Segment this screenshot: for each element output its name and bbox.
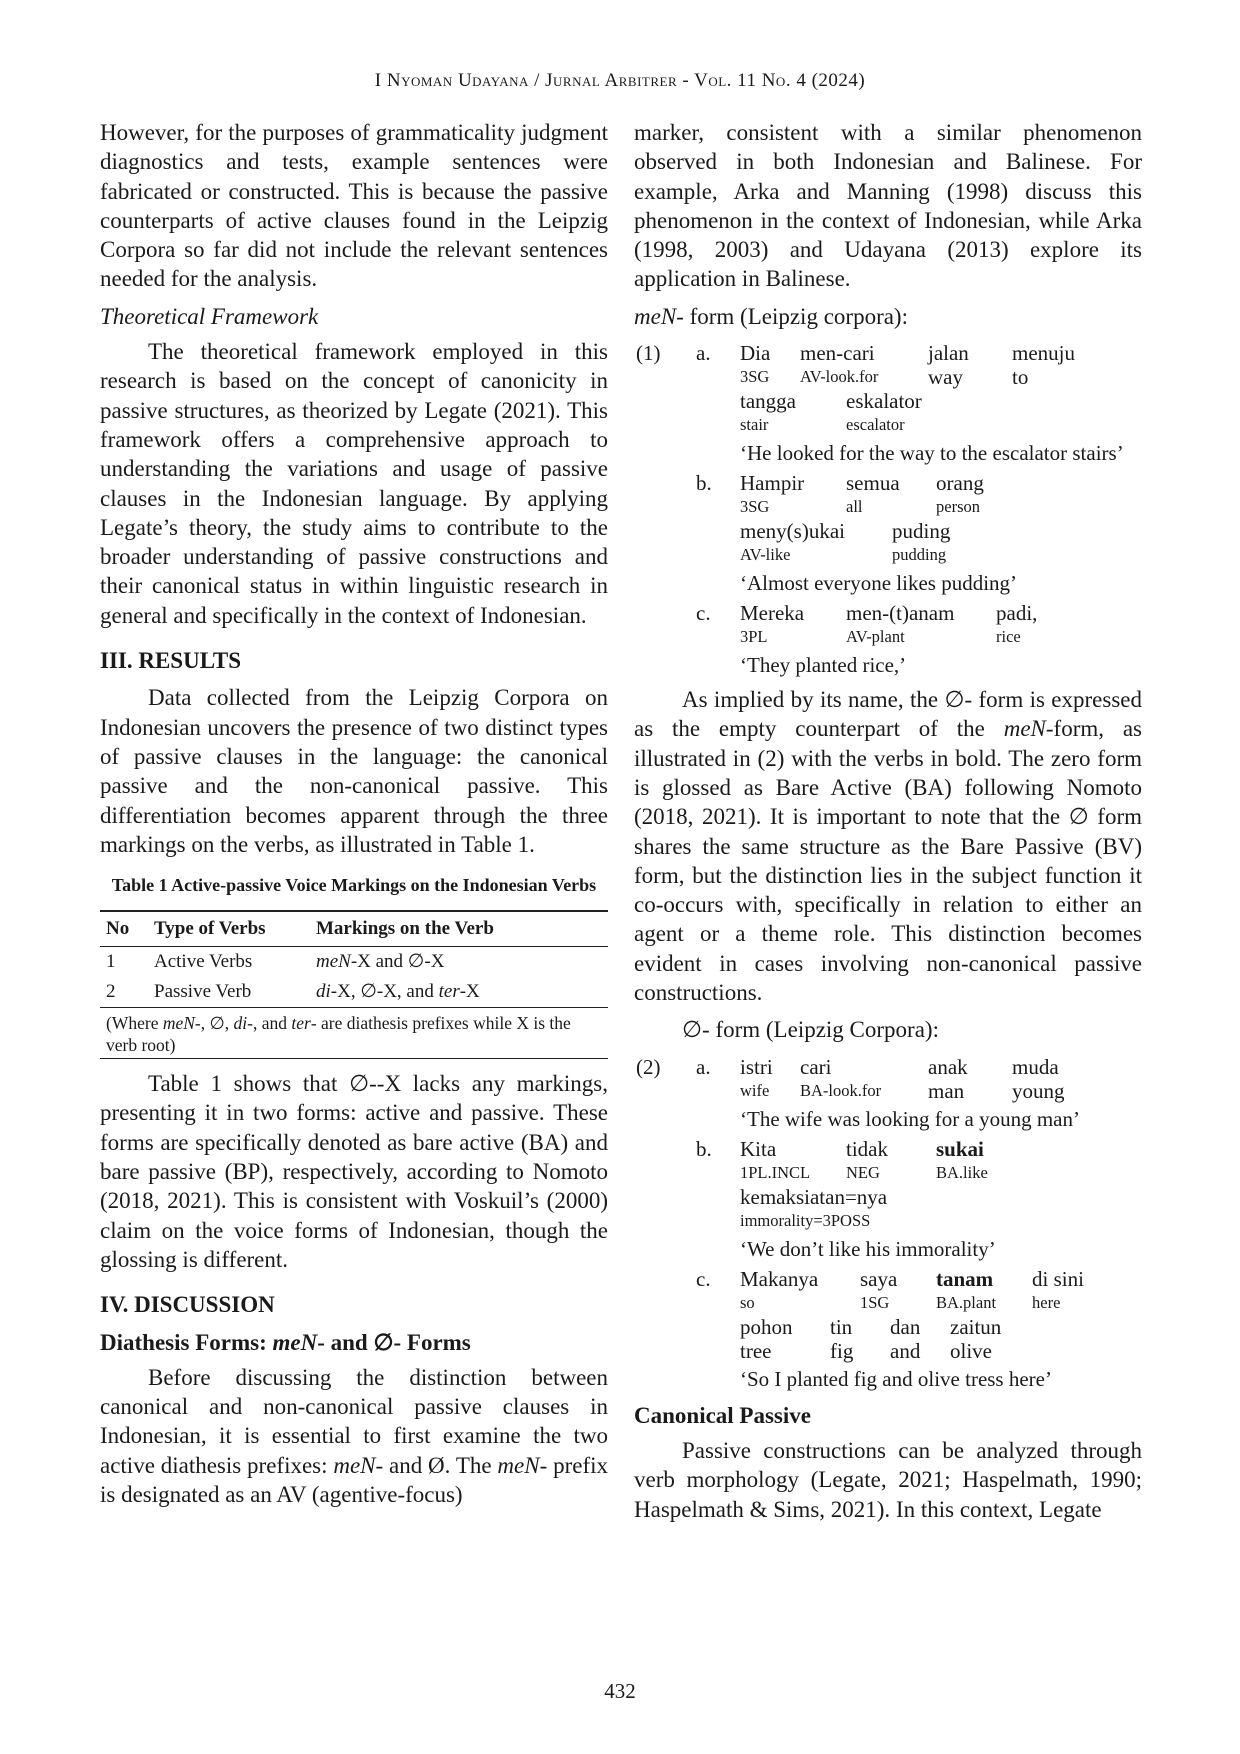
col-header-markings: Markings on the Verb [310, 911, 608, 947]
example-letter: a. [696, 1054, 711, 1079]
paragraph-diathesis-intro [100, 1363, 608, 1509]
gloss-word: Makanya [740, 1266, 819, 1291]
text-span: As implied by its name, the ∅- form is expressed as the empty counterpart of the [634, 687, 1142, 742]
example-2a [696, 1054, 1142, 1131]
paragraph-results: Data collected from the Leipzig Corpora on Indonesian uncovers the presence of two distinct types of passive clauses in the language: the canonical passive and the non-canonical passive. This differentiation becomes apparent through the three markings on the verbs, as illustrated in Table 1. [100, 685, 608, 857]
text-span: - form (Leipzig corpora): [676, 303, 908, 329]
gloss-word: orang [936, 471, 984, 496]
gloss-labels-row [740, 625, 1142, 649]
voice-markings-table [100, 910, 608, 1059]
free-translation: ‘So I planted fig and olive tress here’ [740, 1366, 1052, 1391]
gloss-word: tin [830, 1314, 853, 1339]
example-1c [696, 601, 1142, 678]
gloss-label: pudding [892, 545, 947, 565]
free-translation: ‘We don’t like his immorality’ [740, 1236, 996, 1261]
gloss-word: tidak [846, 1136, 888, 1161]
note-italic: meN [162, 1013, 195, 1034]
gloss-words-row [740, 1315, 1142, 1339]
gloss-label: immorality=3POSS [740, 1210, 871, 1230]
gloss-label: AV-like [740, 545, 791, 565]
left-column [100, 118, 608, 1509]
men-form-label [634, 302, 1142, 331]
example-number: (2) [636, 1054, 661, 1079]
cell-markings [310, 977, 608, 1008]
text-span: -form, as illustrated in (2) with the verbs in bold. The zero form is glossed as Bare Active (BA) following Nomoto (2018, 2021). It is important to note that the ∅ form shares the same structure as the Bare Passive (BV) form, but the distinction lies in the subject function it co-occurs with, specifically in relation to either an agent or a theme role. This distinction becomes evident in cases involving non-canonical passive constructions. [634, 716, 1142, 1006]
table-row [100, 947, 608, 978]
gloss-labels-row [740, 413, 1142, 437]
gloss-word: padi, [996, 601, 1038, 626]
gloss-words-row [740, 601, 1142, 625]
gloss-label: all [846, 497, 863, 517]
example-1a [696, 341, 1142, 466]
gloss-word: kemaksiatan=nya [740, 1184, 888, 1209]
gloss-label: fig [830, 1338, 854, 1363]
gloss-labels-row [740, 1291, 1142, 1315]
results-heading: III. RESULTS [100, 648, 242, 674]
example-letter: c. [696, 601, 711, 626]
cell-no: 1 [106, 951, 116, 973]
note-text: -, ∅, [194, 1013, 234, 1034]
discussion-heading: IV. DISCUSSION [100, 1292, 275, 1318]
free-translation: ‘They planted rice,’ [740, 653, 907, 678]
gloss-label: stair [740, 415, 769, 435]
example-number: (1) [636, 341, 661, 366]
gloss-label: here [1032, 1292, 1061, 1312]
gloss-word: di sini [1032, 1266, 1084, 1291]
gloss-label: escalator [846, 415, 905, 435]
gloss-words-row [740, 389, 1142, 413]
free-translation: ‘Almost everyone likes pudding’ [740, 571, 1018, 596]
paragraph-zero-form [634, 685, 1142, 1007]
gloss-label: NEG [846, 1162, 880, 1182]
table-caption: Table 1 Active-passive Voice Markings on the Indonesian Verbs [111, 875, 597, 896]
marking-text: -X, ∅-X, and [330, 981, 439, 1003]
italic-span: meN [634, 303, 677, 329]
text-span: Before discussing the distinction between canonical and non-canonical passive clauses in Indonesian, it is essential to first examine the two active diathesis prefixes: [100, 1364, 608, 1478]
gloss-label: to [1012, 365, 1029, 390]
paragraph-data-note: However, for the purposes of grammaticality judgment diagnostics and tests, example sentences were fabricated or constructed. This is because the passive counterparts of active clauses found in the Leipzig Corpora so far did not include the relevant sentences needed for the analysis. [100, 120, 608, 292]
text-span: - and Ø. The [375, 1452, 498, 1478]
gloss-word: puding [892, 519, 951, 544]
cell-type: Passive Verb [148, 977, 310, 1008]
gloss-word: Mereka [740, 601, 805, 626]
gloss-label: wife [740, 1080, 770, 1100]
marking-italic: meN [316, 951, 351, 973]
col-header-no: No [100, 911, 148, 947]
paragraph-av-marker: marker, consistent with a similar phenomenon observed in both Indonesian and Balinese. For example, Arka and Manning (1998) discuss this phenomenon in the context of Indonesian, while Arka (1998, 2003) and Udayana (2013) explore its application in Balinese. [634, 120, 1142, 292]
gloss-labels-row [740, 1161, 1142, 1185]
gloss-word: istri [740, 1054, 773, 1079]
note-italic: ter [291, 1013, 311, 1034]
gloss-label: 3PL [740, 627, 768, 647]
table-note [100, 1008, 608, 1059]
marking-italic: ter [438, 981, 460, 1003]
gloss-label: rice [996, 627, 1021, 647]
running-header: I Nyoman Udayana / Jurnal Arbitrer - Vol. 11 No. 4 (2024) [374, 70, 866, 91]
gloss-labels-row [740, 543, 1142, 567]
gloss-words-row [740, 1055, 1142, 1079]
gloss-label: BA-look.for [800, 1080, 882, 1100]
page-number: 432 [604, 1679, 636, 1703]
gloss-word: Kita [740, 1136, 777, 1161]
gloss-label: AV-look.for [800, 367, 879, 387]
cell-markings [310, 947, 608, 978]
example-2c [696, 1266, 1142, 1391]
marking-text: -X and ∅-X [350, 951, 445, 973]
free-translation: ‘The wife was looking for a young man’ [740, 1106, 1080, 1131]
gloss-label: 3SG [740, 367, 770, 387]
heading-text: - and ∅- Forms [317, 1329, 471, 1355]
heading-text: Diathesis Forms: [100, 1329, 273, 1355]
example-1b [696, 471, 1142, 596]
gloss-word: tangga [740, 389, 796, 414]
gloss-word: dan [890, 1314, 921, 1339]
marking-text: -X [459, 981, 480, 1003]
table-header-row [100, 911, 608, 947]
gloss-word: pohon [740, 1314, 793, 1339]
zero-form-label: ∅- form (Leipzig Corpora): [682, 1017, 939, 1043]
gloss-label: and [890, 1338, 921, 1363]
gloss-words-row [740, 1267, 1142, 1291]
gloss-word: Hampir [740, 471, 805, 496]
example-letter: b. [696, 471, 712, 496]
gloss-words-row [740, 1137, 1142, 1161]
gloss-word: meny(s)ukai [740, 519, 845, 544]
gloss-word: men-cari [800, 341, 875, 366]
example-letter: a. [696, 341, 711, 366]
gloss-word: tanam [936, 1266, 994, 1291]
col-header-type: Type of Verbs [148, 911, 310, 947]
gloss-label: BA.plant [936, 1292, 997, 1312]
example-1 [634, 341, 1142, 677]
gloss-label: BA.like [936, 1162, 988, 1182]
gloss-word: semua [846, 471, 900, 496]
gloss-labels-row [740, 1209, 1142, 1233]
gloss-label: 1PL.INCL [740, 1162, 811, 1182]
example-2 [634, 1055, 1142, 1391]
right-column [634, 118, 1142, 1524]
gloss-words-row [740, 519, 1142, 543]
gloss-word: sukai [936, 1136, 984, 1161]
gloss-word: zaitun [950, 1314, 1002, 1339]
note-text: -, and [247, 1013, 292, 1034]
gloss-label: so [740, 1292, 755, 1312]
table-row [100, 977, 608, 1008]
gloss-labels-row [740, 1079, 1142, 1103]
gloss-word: muda [1012, 1054, 1059, 1079]
gloss-words-row [740, 471, 1142, 495]
gloss-label: way [928, 365, 963, 390]
gloss-word: Dia [740, 341, 771, 366]
italic-span: meN [497, 1452, 540, 1478]
cell-no: 2 [100, 977, 148, 1008]
gloss-words-row [740, 341, 1142, 365]
canonical-passive-heading: Canonical Passive [634, 1402, 811, 1428]
example-2b [696, 1136, 1142, 1261]
paragraph-table-discussion: Table 1 shows that ∅--X lacks any markings, presenting it in two forms: active and passive. These forms are specifically denoted as bare active (BA) and bare passive (BP), respectively, according to Nomoto (2018, 2021). This is consistent with Voskuil’s (2000) claim on the voice forms of Indonesian, though the glossing is different. [100, 1071, 608, 1272]
gloss-label: tree [740, 1338, 772, 1363]
italic-span: meN [333, 1452, 376, 1478]
gloss-words-row [740, 1185, 1142, 1209]
gloss-word: eskalator [846, 389, 922, 414]
note-text: (Where [106, 1013, 163, 1034]
gloss-label: person [936, 497, 980, 517]
gloss-word: men-(t)anam [846, 601, 955, 626]
example-letter: c. [696, 1266, 711, 1291]
free-translation: ‘He looked for the way to the escalator stairs’ [740, 441, 1124, 466]
table-note-row [100, 1008, 608, 1059]
paragraph-canonical-passive: Passive constructions can be analyzed through verb morphology (Legate, 2021; Haspelmath, 1990; Haspelmath & Sims, 2021). In this context, Legate [634, 1437, 1142, 1522]
gloss-labels-row [740, 1339, 1142, 1363]
gloss-word: jalan [928, 341, 969, 366]
gloss-label: 1SG [860, 1292, 890, 1312]
gloss-word: menuju [1012, 341, 1075, 366]
note-italic: di [233, 1013, 248, 1034]
gloss-label: man [928, 1078, 965, 1103]
gloss-label: olive [950, 1338, 992, 1363]
marking-italic: di [316, 981, 331, 1003]
gloss-word: saya [860, 1266, 898, 1291]
theoretical-framework-heading: Theoretical Framework [100, 303, 319, 329]
gloss-word: cari [800, 1054, 832, 1079]
gloss-label: AV-plant [846, 627, 905, 647]
note-text: - are diathesis prefixes while X is the verb root) [106, 1013, 571, 1056]
heading-italic: meN [272, 1329, 318, 1355]
gloss-label: 3SG [740, 497, 770, 517]
diathesis-forms-heading [100, 1328, 608, 1357]
gloss-labels-row [740, 495, 1142, 519]
italic-span: meN [1003, 716, 1046, 742]
example-letter: b. [696, 1136, 712, 1161]
paragraph-theoretical-framework: The theoretical framework employed in this research is based on the concept of canonicity in passive structures, as theorized by Legate (2021). This framework offers a comprehensive approach to understanding the variations and usage of passive clauses in the Indonesian language. By applying Legate’s theory, the study aims to contribute to the broader understanding of passive constructions and their canonical status in within linguistic research in general and specifically in the context of Indonesian. [100, 339, 608, 628]
cell-type: Active Verbs [154, 951, 253, 973]
gloss-labels-row [740, 365, 1142, 389]
gloss-word: anak [928, 1054, 968, 1079]
text-span: - prefix is designated as an AV (agentive-focus) [100, 1452, 608, 1507]
gloss-label: young [1012, 1078, 1065, 1103]
